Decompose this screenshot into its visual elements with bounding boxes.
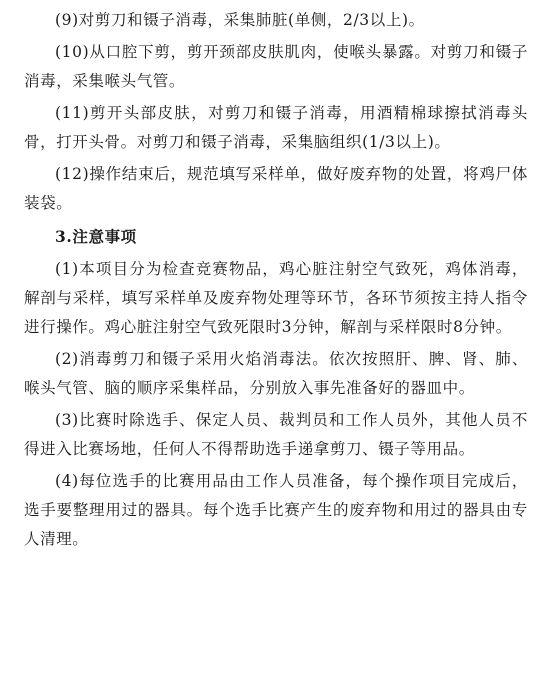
- step-10-paragraph: (10)从口腔下剪，剪开颈部皮肤肌肉，使喉头暴露。对剪刀和镊子消毒，采集喉头气管。: [24, 43, 528, 90]
- note-1-paragraph: (1)本项目分为检查竞赛物品，鸡心脏注射空气致死，鸡体消毒，解剖与采样，填写采样单及废弃物处理等环节，各环节须按主持人指令进行操作。鸡心脏注射空气致死限时3分钟，解剖与采样限时8分钟。: [24, 260, 528, 336]
- section-heading: 3.注意事项: [55, 227, 137, 246]
- step-11-paragraph: (11)剪开头部皮肤，对剪刀和镊子消毒，用酒精棉球擦拭消毒头骨，打开头骨。对剪刀和镊子消毒，采集脑组织(1/3以上)。: [24, 104, 528, 151]
- note-3-paragraph: (3)比赛时除选手、保定人员、裁判员和工作人员外，其他人员不得进入比赛场地，任何人不得帮助选手递拿剪刀、镊子等用品。: [24, 411, 528, 458]
- note-2-paragraph: (2)消毒剪刀和镊子采用火焰消毒法。依次按照肝、脾、肾、肺、喉头气管、脑的顺序采集样品，分别放入事先准备好的器皿中。: [24, 350, 528, 397]
- step-9-paragraph: (9)对剪刀和镊子消毒，采集肺脏(单侧，2/3以上)。: [55, 11, 425, 29]
- step-12-paragraph: (12)操作结束后，规范填写采样单，做好废弃物的处置，将鸡尸体装袋。: [24, 165, 528, 212]
- note-4-paragraph: (4)每位选手的比赛用品由工作人员准备，每个操作项目完成后，选手要整理用过的器具。每个选手比赛产生的废弃物和用过的器具由专人清理。: [24, 472, 528, 548]
